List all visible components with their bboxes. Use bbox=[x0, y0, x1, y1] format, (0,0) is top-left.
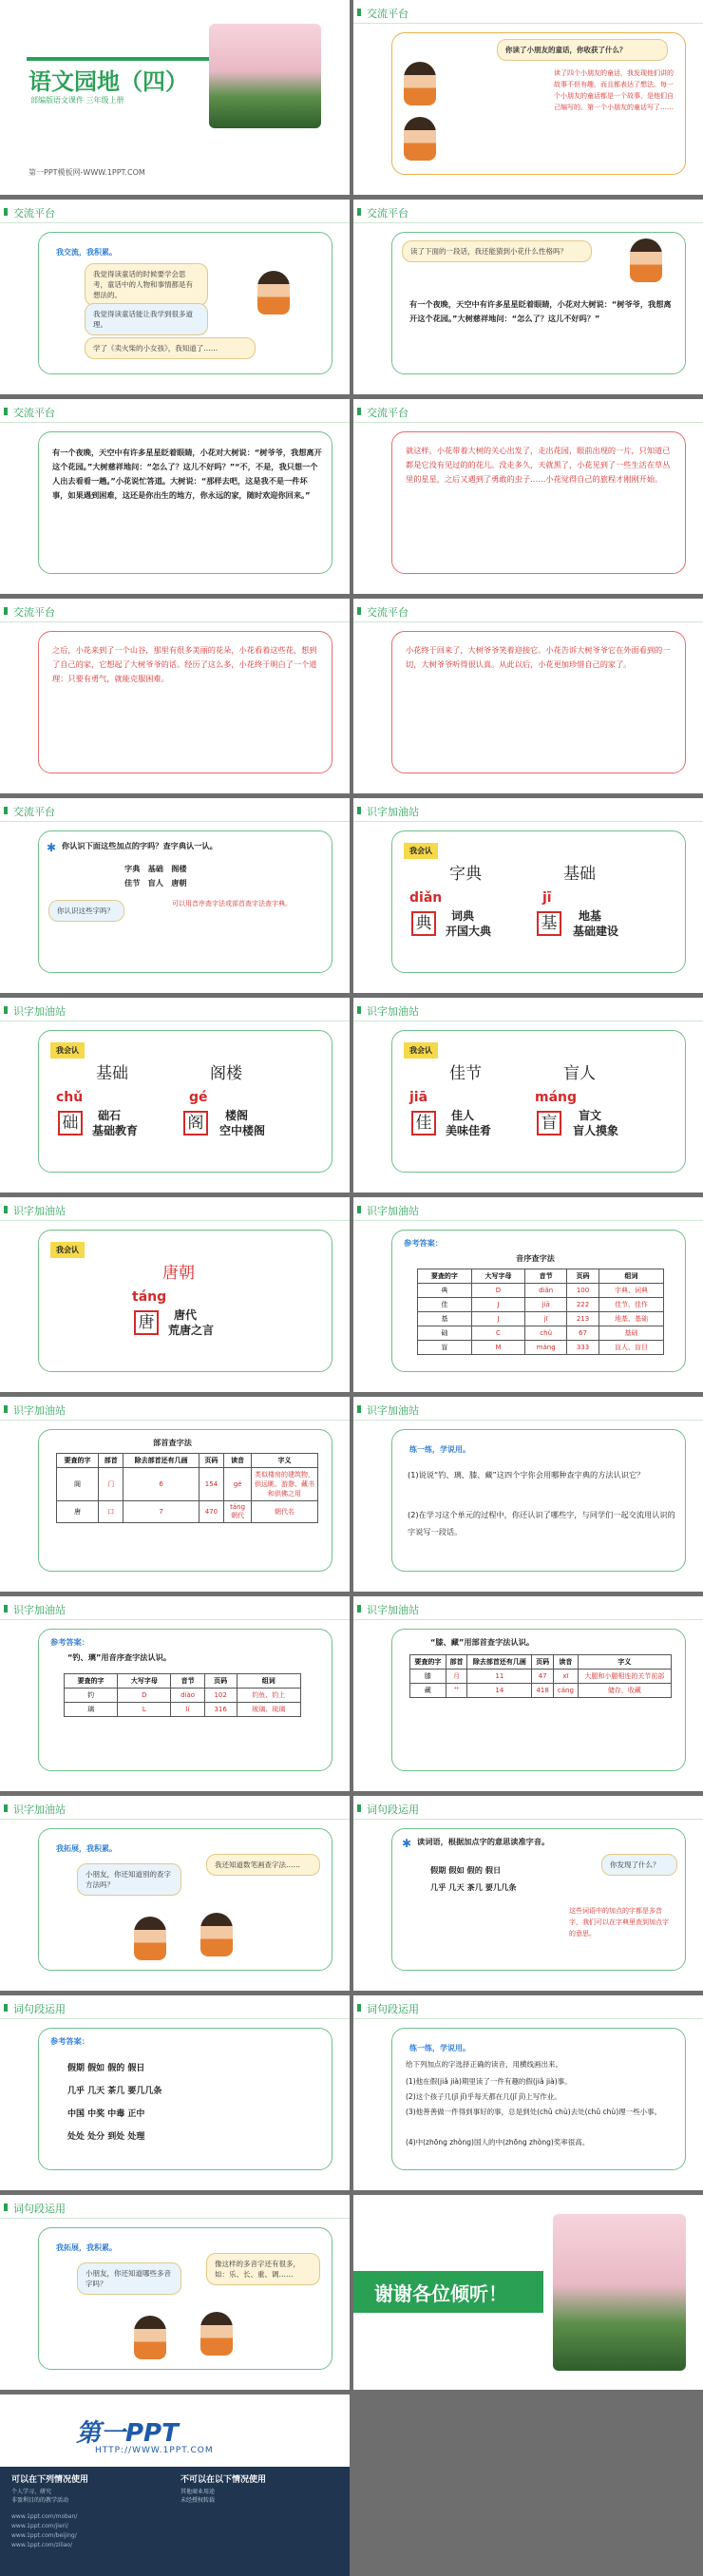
content-card bbox=[391, 1230, 686, 1372]
content-card bbox=[38, 2028, 332, 2170]
section-tag: 我交流，我积累。 bbox=[56, 248, 117, 257]
example-1b: 开国大典 bbox=[446, 925, 492, 938]
slide-title: 交流平台 bbox=[367, 606, 408, 619]
speech-bubble: 你发现了什么？ bbox=[601, 1854, 677, 1876]
promo-logo: 第一PPT bbox=[76, 2419, 179, 2448]
speech-bubble: 我觉得读童话的时候要学会思考，童话中的人物和事情都是有想法的。 bbox=[85, 263, 208, 306]
content-card bbox=[38, 431, 332, 574]
table-caption: “膝、藏”用部首查字法认识。 bbox=[430, 1637, 535, 1647]
content-card bbox=[38, 1030, 332, 1173]
char-box-1: 唐 bbox=[134, 1310, 159, 1335]
answer-label: 参考答案： bbox=[404, 1238, 443, 1248]
exercise-3: (3)他善善做一件得到事好的事，总是到处(chǔ chù)去处(chǔ chù)理一些小事。 bbox=[406, 2108, 662, 2116]
slide-19[interactable] bbox=[0, 1796, 350, 1991]
slide-title: 识字加油站 bbox=[367, 1205, 419, 1217]
content-card bbox=[38, 1629, 332, 1771]
speech-bubble: 学了《卖火柴的小女孩》，我知道了…… bbox=[85, 337, 256, 359]
speech-bubble: 小朋友，你还知道哪些多音字吗？ bbox=[77, 2262, 181, 2295]
slide-8[interactable] bbox=[353, 599, 703, 793]
content-card bbox=[391, 431, 686, 574]
speech-bubble: 我觉得读童话能让我学到很多道理。 bbox=[85, 303, 208, 335]
example-1a: 词典 bbox=[451, 909, 475, 923]
prompt-text: 你认识下面这些加点的字吗？查字典认一认。 bbox=[62, 841, 218, 850]
slide-23[interactable] bbox=[0, 2195, 350, 2390]
lookup-table: 要查的字 大写字母 音节 页码 组词 典 D diǎn 100 字典、词典 佳 J jiā 222 佳节、佳作 基 J jī 213 地基、基础 础 C chǔ 67 基础 盲 M máng 333 盲人、盲目 bbox=[417, 1269, 664, 1355]
content-card bbox=[391, 1030, 686, 1173]
slide-10[interactable] bbox=[353, 798, 703, 993]
exercise-2: (2)这个孩子几(jī jǐ)乎每天都在几(jī jǐ)上写作业。 bbox=[406, 2092, 561, 2101]
example-1a: 佳人 bbox=[451, 1109, 475, 1122]
content-card bbox=[391, 32, 686, 175]
example-2b: 空中楼阁 bbox=[219, 1124, 266, 1137]
story-text: 就这样，小花带着大树的关心出发了，走出花园，眼前出现的一片，只知道已都是它没有见过的的花儿。没走多久，天就黑了，小花见到了一些生活在草丛里的星星，之后又遇到了勇敢的虫子……小花觉得自己的旅程才刚刚开始。 bbox=[406, 446, 671, 484]
pinyin-1: táng bbox=[132, 1289, 167, 1305]
cherry-tree-photo bbox=[553, 2214, 686, 2371]
cherry-tree-photo bbox=[209, 24, 321, 128]
pinyin-2: jī bbox=[542, 890, 552, 906]
child-icon bbox=[257, 271, 290, 315]
content-card bbox=[391, 232, 686, 374]
section-tag: 我拓展，我积累。 bbox=[56, 2243, 117, 2252]
example-1a: 础石 bbox=[98, 1109, 122, 1122]
slide-title: 词句段运用 bbox=[367, 2003, 419, 2015]
word-2: 阁楼 bbox=[210, 1064, 242, 1083]
exercise-2: (2)在学习这个单元的过程中，你还认识了哪些字，与同学们一起交流用认识的字说写一段话。 bbox=[408, 1510, 675, 1536]
story-text: 有一个夜晚，天空中有许多星星眨着眼睛，小花对大树说：“树爷爷，我想离开这个花园。”大树慈祥地问：“怎么了？这儿不好吗？”“不，不是，我只想一个人出去看看一趟。”小花说忙答道。大树说：“那样去吧，这是我不是一件坏事，如果遇到困难，这还是你出生的地方，你永远的家，随时欢迎你回来。” bbox=[52, 448, 322, 500]
slide-title: 交流平台 bbox=[13, 407, 55, 419]
slide-title: 识字加油站 bbox=[367, 806, 419, 818]
cover-footer: 第一PPT模板网-WWW.1PPT.COM bbox=[28, 168, 145, 177]
slide-11[interactable] bbox=[0, 998, 350, 1193]
content-card bbox=[38, 631, 332, 773]
slide-18[interactable] bbox=[353, 1596, 703, 1791]
speech-bubble: 像这样的多音字还有很多，如：乐、长、重、调…… bbox=[206, 2253, 320, 2285]
slide-title: 识字加油站 bbox=[367, 1404, 419, 1417]
promo-panel bbox=[0, 2395, 350, 2576]
speech-bubble: 我还知道数笔画查字法…… bbox=[206, 1854, 320, 1876]
slide-title: 交流平台 bbox=[367, 407, 408, 419]
content-card bbox=[391, 1629, 686, 1771]
section-tag: 我会认 bbox=[404, 1042, 438, 1059]
content-card bbox=[391, 830, 686, 973]
child-icon bbox=[200, 1913, 233, 1956]
forbidden-title: 不可以在以下情况使用 bbox=[180, 2475, 267, 2485]
allowed-title: 可以在下列情况使用 bbox=[11, 2475, 89, 2485]
slide-2[interactable] bbox=[353, 0, 703, 195]
promo-url: HTTP://WWW.1PPT.COM bbox=[95, 2446, 214, 2455]
answer-words: 假期 假如 假的 假日 几乎 几天 茶几 要几几条 中国 中奖 中毒 正中 处处 处分 到处 处理 bbox=[67, 2064, 162, 2142]
slide-13[interactable] bbox=[0, 1197, 350, 1392]
char-box-1: 佳 bbox=[411, 1111, 436, 1135]
slide-6[interactable] bbox=[353, 399, 703, 594]
prompt-text: 读词语，根据加点字的意思读准字音。 bbox=[417, 1837, 550, 1846]
table-caption: 部首查字法 bbox=[153, 1438, 192, 1447]
thanks-text: 谢谢各位倾听！ bbox=[374, 2282, 507, 2305]
content-card bbox=[38, 1429, 332, 1572]
example-2a: 地基 bbox=[579, 909, 602, 923]
question-bubble: 你读了小朋友的童话，你收获了什么？ bbox=[497, 39, 668, 61]
child-icon bbox=[404, 117, 436, 161]
slide-15[interactable] bbox=[0, 1397, 350, 1592]
content-card bbox=[391, 1828, 686, 1971]
child-icon bbox=[134, 1917, 166, 1960]
slide-title: 识字加油站 bbox=[13, 1005, 66, 1018]
slide-title: 交流平台 bbox=[367, 207, 408, 219]
section-tag: 我会认 bbox=[404, 843, 438, 859]
forbidden-list: 其他商业用途 未经授权转载 bbox=[180, 2489, 216, 2504]
slide-3[interactable] bbox=[0, 200, 350, 394]
slide-20[interactable] bbox=[353, 1796, 703, 1991]
word-1: 字典 bbox=[449, 865, 482, 884]
speech-bubble: 小朋友，你还知道别的查字方法吗？ bbox=[77, 1863, 181, 1896]
exercise-1: (1)他在假(jiǎ jià)期里读了一件有趣的假(jiǎ jià)事。 bbox=[406, 2077, 572, 2086]
lookup-table: 要查的字 大写字母 音节 页码 组词 钓 D diào 102 钓鱼、钓上 璃 L lí 316 玻璃、琉璃 bbox=[64, 1673, 301, 1717]
star-icon: ✱ bbox=[402, 1837, 412, 1850]
allowed-list: 个人学习、研究 非盈利目的的教学活动 bbox=[11, 2489, 69, 2504]
section-tag: 练一练，学说用。 bbox=[409, 2044, 470, 2052]
child-icon bbox=[134, 2316, 166, 2359]
pinyin-2: máng bbox=[535, 1090, 578, 1105]
word-1: 基础 bbox=[96, 1064, 128, 1083]
hint-text: 可以用音序查字法或部首查字法查字典。 bbox=[172, 900, 292, 907]
slide-title: 识字加油站 bbox=[13, 1803, 66, 1816]
slide-title: 词句段运用 bbox=[367, 1803, 419, 1816]
story-text: 小花终于回来了，大树爷爷笑着迎接它。小花告诉大树爷爷它在外面看到的一切，大树爷爷听得很认真。从此以后，小花更加珍惜自己的家了。 bbox=[406, 645, 671, 669]
word-2: 基础 bbox=[563, 865, 596, 884]
example-2b: 基础建设 bbox=[573, 925, 619, 938]
char-box-1: 础 bbox=[58, 1111, 83, 1135]
table-caption: “钓、璃”用音序查字法认识。 bbox=[67, 1652, 172, 1662]
story-text: 有一个夜晚，天空中有许多星星眨着眼睛，小花对大树说：“树爷爷，我想离开这个花园。”大树慈祥地问：“怎么了？这儿不好吗？” bbox=[409, 299, 672, 323]
word-list: 字典 基础 阁楼 佳节 盲人 唐朝 bbox=[124, 864, 187, 887]
word-1: 唐朝 bbox=[162, 1264, 195, 1283]
pinyin-1: jiā bbox=[409, 1090, 428, 1105]
slide-9[interactable] bbox=[0, 798, 350, 993]
section-tag: 我拓展，我积累。 bbox=[56, 1844, 117, 1853]
example-2a: 盲文 bbox=[579, 1109, 602, 1122]
char-box-2: 阁 bbox=[183, 1111, 208, 1135]
slide-title: 词句段运用 bbox=[13, 2003, 66, 2015]
pinyin-1: chǔ bbox=[56, 1090, 84, 1105]
answer-label: 参考答案： bbox=[50, 1637, 89, 1647]
slide-14[interactable] bbox=[353, 1197, 703, 1392]
slide-title: 交流平台 bbox=[367, 8, 408, 20]
slide-title: 识字加油站 bbox=[367, 1604, 419, 1616]
example-2b: 盲人摸象 bbox=[573, 1124, 619, 1137]
slide-22[interactable] bbox=[353, 1995, 703, 2190]
slide-title: 词句段运用 bbox=[13, 2203, 66, 2215]
slide-title: 交流平台 bbox=[13, 207, 55, 219]
radical-table: 要查的字 部首 除去部首还有几画 页码 读音 字义 阁 门 6 154 gé 类似楼房的建筑物，供远眺、游憩、藏书和供佛之用 唐 口 7 470 táng 朝代 朝代名 bbox=[56, 1453, 318, 1523]
char-box-2: 基 bbox=[537, 911, 561, 936]
answer-text: 读了四个小朋友的童话，我发现他们讲的故事不但有趣，而且都表达了想法。每一个小朋友的童话都是一个故事，是他们自己编写的。第一个小朋友的童话写了…… bbox=[554, 69, 674, 111]
slide-7[interactable] bbox=[0, 599, 350, 793]
table-caption: 音序查字法 bbox=[516, 1253, 555, 1263]
slide-cover[interactable] bbox=[0, 0, 350, 195]
content-card bbox=[38, 232, 332, 374]
hint-text: 这些词语中的加点的字都是多音字，我们可以在字典里查到加点字的意思。 bbox=[569, 1907, 669, 1937]
example-1b: 荒唐之言 bbox=[168, 1324, 215, 1337]
word-list: 假期 假如 假的 假日 几乎 几天 茶几 要几几条 bbox=[430, 1865, 517, 1892]
word-2: 盲人 bbox=[563, 1064, 596, 1083]
star-icon: ✱ bbox=[47, 841, 57, 854]
slide-16[interactable] bbox=[353, 1397, 703, 1592]
section-tag: 练一练，学说用。 bbox=[409, 1445, 470, 1454]
exercise-intro: 给下列加点的字选择正确的读音，用横线画出来。 bbox=[406, 2060, 562, 2069]
char-box-2: 盲 bbox=[537, 1111, 561, 1135]
content-card bbox=[391, 631, 686, 773]
slide-4[interactable] bbox=[353, 200, 703, 394]
radical-table: 要查的字 部首 除去部首还有几画 页码 读音 字义 膝 月 11 47 xī 大腿和小腿相连的关节前部 藏 艹 14 418 cáng 储存，收藏 bbox=[409, 1654, 672, 1698]
example-1b: 美味佳肴 bbox=[446, 1124, 492, 1137]
content-card bbox=[391, 1429, 686, 1572]
cover-title: 语文园地（四） bbox=[28, 68, 188, 95]
char-box-1: 典 bbox=[411, 911, 436, 936]
word-1: 佳节 bbox=[449, 1064, 482, 1083]
example-1a: 唐代 bbox=[174, 1308, 198, 1322]
slide-title: 识字加油站 bbox=[367, 1005, 419, 1018]
pinyin-2: gé bbox=[189, 1090, 208, 1105]
slide-12[interactable] bbox=[353, 998, 703, 1193]
slide-thanks[interactable] bbox=[353, 2195, 703, 2390]
child-icon bbox=[404, 62, 436, 105]
content-card bbox=[38, 1828, 332, 1971]
slide-title: 交流平台 bbox=[13, 606, 55, 619]
section-tag: 我会认 bbox=[50, 1242, 85, 1258]
content-card bbox=[38, 2227, 332, 2370]
example-2a: 楼阁 bbox=[225, 1109, 249, 1122]
slide-21[interactable] bbox=[0, 1995, 350, 2190]
slide-title: 识字加油站 bbox=[13, 1404, 66, 1417]
exercise-4: (4)中(zhōng zhòng)国人的中(zhōng zhòng)奖率很高。 bbox=[406, 2138, 590, 2147]
exercise-1: (1)说说“钓、璃、膝、藏”这四个字你会用哪种查字典的方法认识它？ bbox=[408, 1470, 645, 1479]
slide-title: 识字加油站 bbox=[13, 1604, 66, 1616]
speech-bubble: 读了下面的一段话，我还能猜到小花什么性格吗？ bbox=[402, 240, 592, 262]
speech-bubble: 你认识这些字吗？ bbox=[48, 900, 124, 922]
slide-5[interactable] bbox=[0, 399, 350, 594]
link-list[interactable]: www.1ppt.com/moban/ www.1ppt.com/jieri/ www.1ppt.com/beijing/ www.1ppt.com/ziliao/ bbox=[11, 2513, 78, 2548]
promo-footer bbox=[0, 2467, 350, 2576]
child-icon bbox=[200, 2312, 233, 2356]
content-card bbox=[391, 2028, 686, 2170]
pinyin-1: diǎn bbox=[409, 890, 443, 906]
slide-title: 交流平台 bbox=[13, 806, 55, 818]
answer-label: 参考答案： bbox=[50, 2036, 89, 2046]
title-bar bbox=[27, 57, 217, 61]
story-text: 之后，小花来到了一个山谷，那里有很多美丽的花朵，小花看着这些花，想到了自己的家，它想起了大树爷爷的话。经历了这么多，小花终于明白了一个道理：只要有勇气，就能克服困难。 bbox=[52, 645, 317, 683]
section-tag: 我会认 bbox=[50, 1042, 85, 1059]
child-icon bbox=[630, 239, 662, 282]
slide-title: 识字加油站 bbox=[13, 1205, 66, 1217]
cover-subtitle: 部编版语文课件 三年级上册 bbox=[30, 96, 124, 105]
slide-17[interactable] bbox=[0, 1596, 350, 1791]
content-card bbox=[38, 830, 332, 973]
example-1b: 基础教育 bbox=[92, 1124, 139, 1137]
content-card bbox=[38, 1230, 332, 1372]
